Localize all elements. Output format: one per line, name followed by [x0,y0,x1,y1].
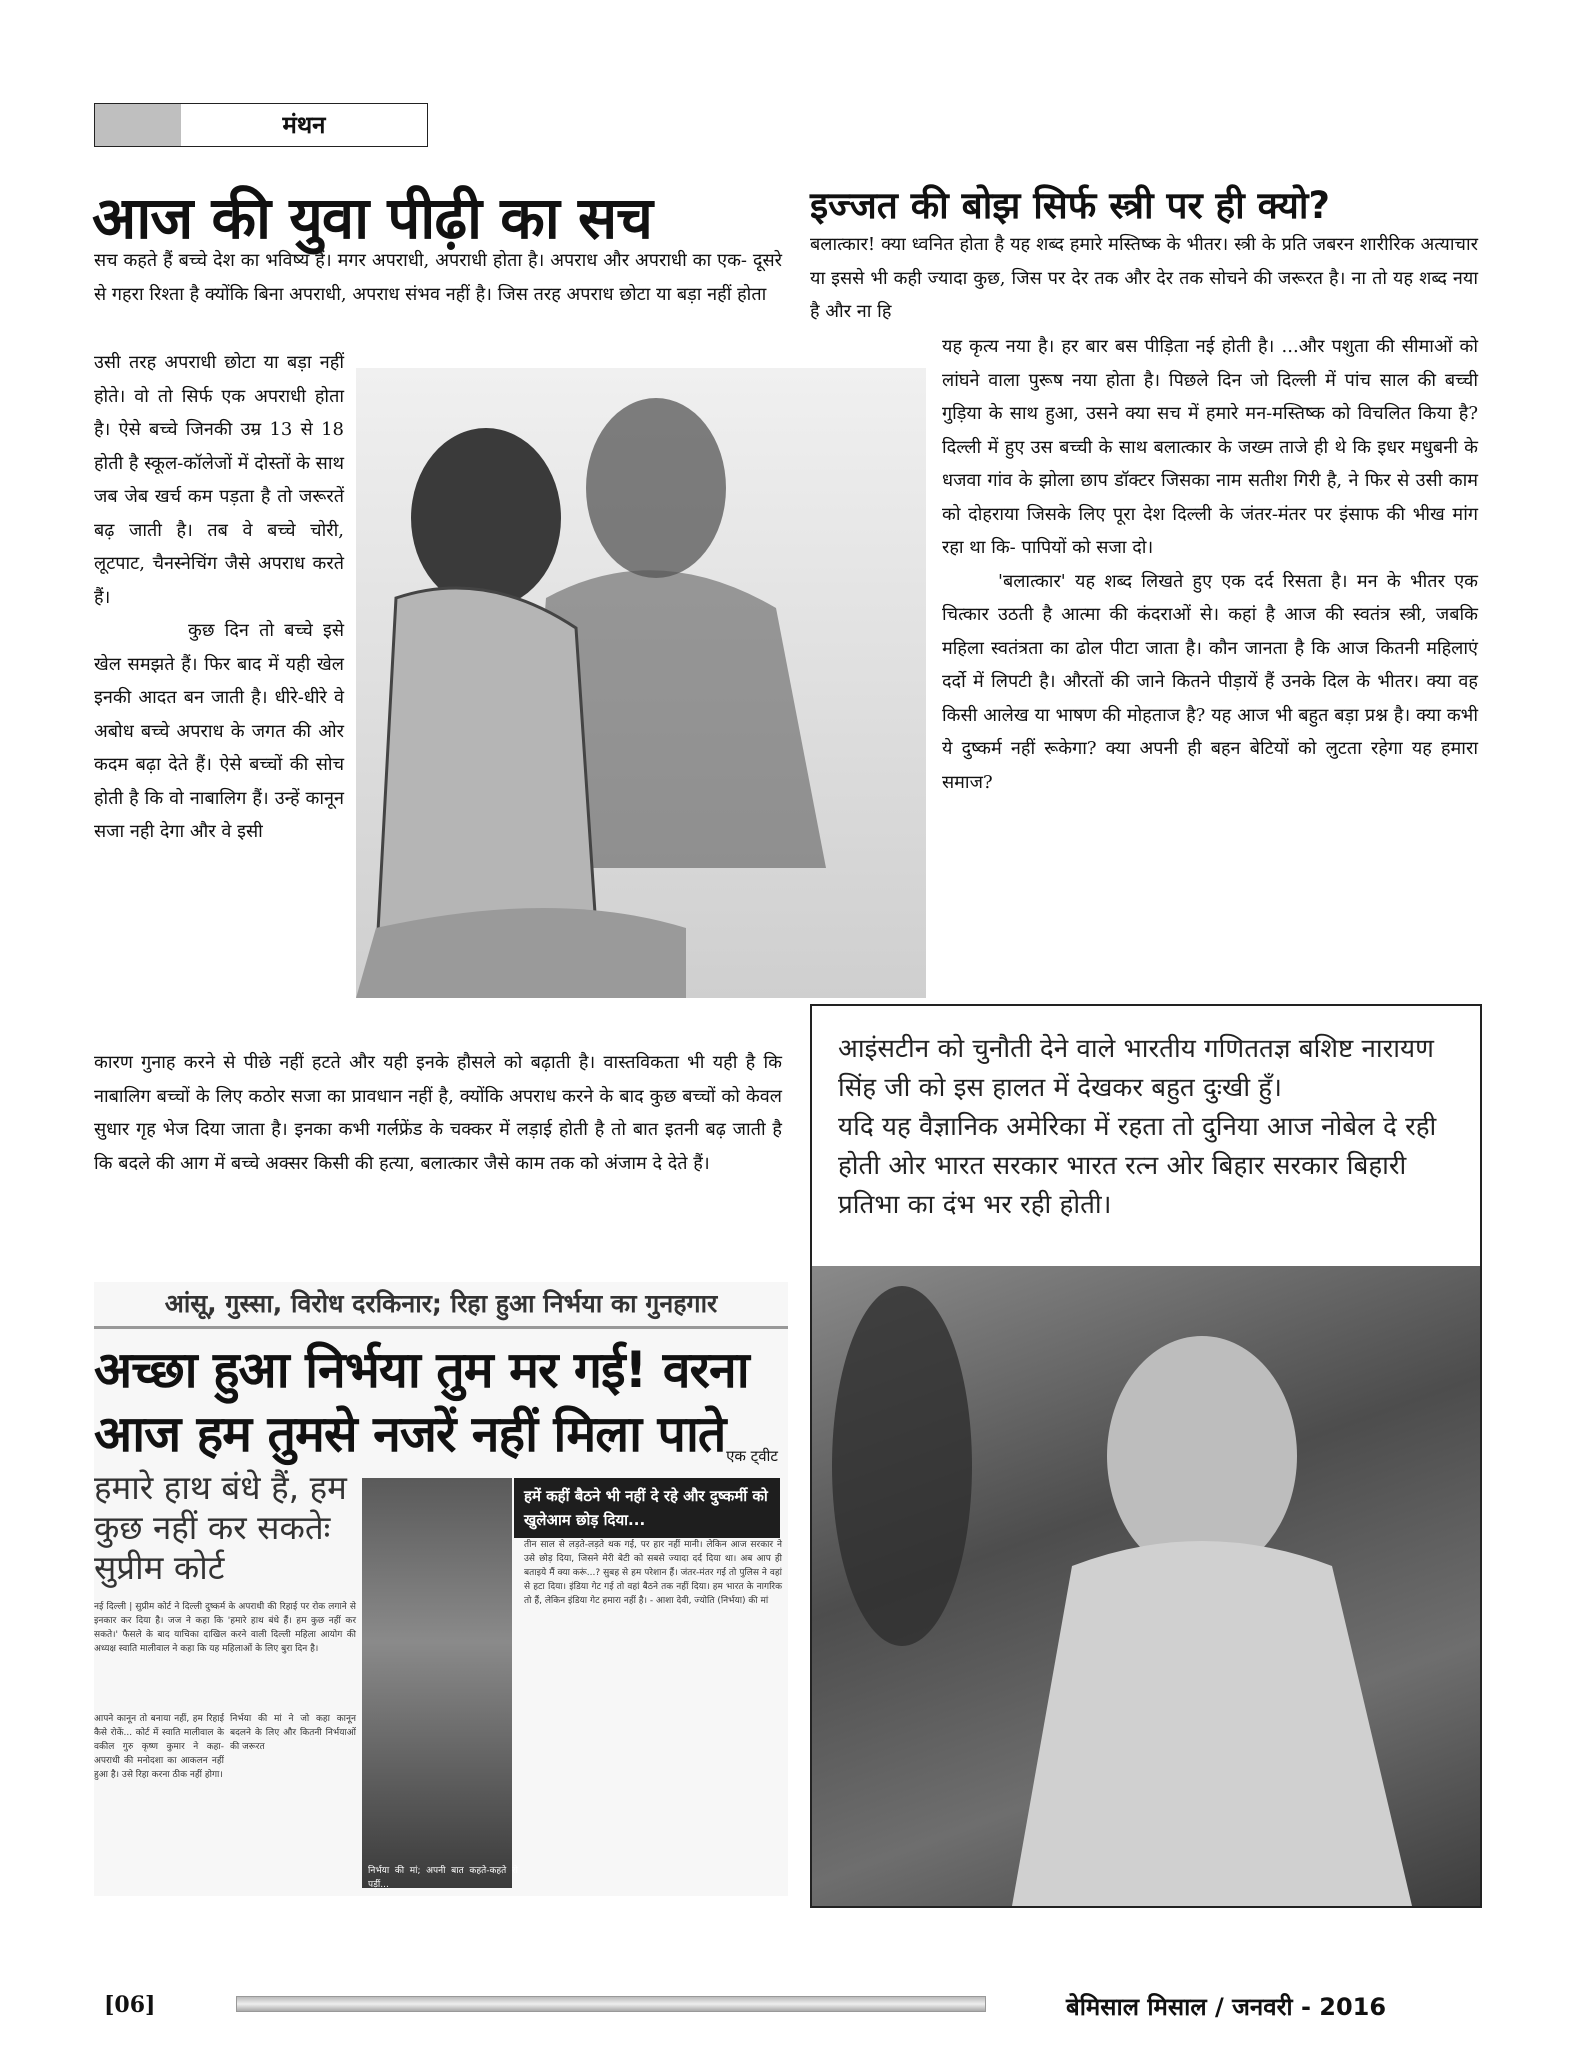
clipping-quote: हमें कहीं बैठने भी नहीं दे रहे और दुष्कर्मी को खुलेआम छोड़ दिया... [514,1478,780,1538]
shadow-head [586,398,726,578]
clipping-body-3: तीन साल से लड़ते-लड़ते थक गई, पर हार नहीं मानी। लेकिन आज सरकार ने उसे छोड़ दिया, जिसने मेरी बेटी को सबसे ज्यादा दर्द दिया था। अब आप ही बताइये मैं क्या करूं...? सुबह से हम परेशान हैं। जंतर-मंतर गई तो पुलिस ने वहां से हटा दिया। इंडिया गेट गई तो वहां बैठने तक नहीं दिया। हम भारत के नागरिक तो हैं, लेकिन इंडिया गेट हमारा नहीं है। - आशा देवी, ज्योति (निर्भया) की मां [524,1540,782,1606]
figure-head [411,428,561,608]
right-intro-text: बलात्कार! क्या ध्वनित होता है यह शब्द हमारे मस्तिष्क के भीतर। स्त्री के प्रति जबरन शारीरिक अत्याचार या इससे भी कही ज्यादा कुछ, जिस पर देर तक और देर तक सोचने की जरूरत है। ना तो यह शब्द नया है और ना हि [810,234,1478,322]
footer-rule [236,1996,986,2012]
section-tab [94,103,428,147]
scientist-caption-line1: आइंसटीन को चुनौती देने वाले भारतीय गणिततज्ञ बशिष्ट नारायण सिंह जी को इस हालत में देखकर बहुत दुःखी हुँ। [838,1034,1434,1103]
photo-bg-person [832,1286,972,1646]
left-article-intro [94,244,782,311]
photo-shirt [1012,1541,1412,1906]
left-article-title: आज की युवा पीढ़ी का सच [92,184,652,252]
clipping-photo-caption: निर्भया की मां; अपनी बात कहते-कहते रो पड़ीं... [368,1866,518,1890]
scientist-caption [838,1030,1462,1225]
clipping-super-heading: आंसू, गुस्सा, विरोध दरकिनार; रिहा हुआ निर्भया का गुनहगार [94,1282,788,1329]
section-name: मंथन [282,110,326,139]
photo-head [1107,1336,1297,1576]
left-article-column [94,346,344,849]
right-article-body [942,330,1478,799]
scientist-caption-line2: यदि यह वैज्ञानिक अमेरिका में रहता तो दुनिया आज नोबेल दे रही होती ओर भारत सरकार भारत रत्न ओर बिहार सरकार बिहारी प्रतिभा का दंभ भर रही होती। [838,1112,1437,1220]
right-article-title: इज्जत की बोझ सिर्फ स्त्री पर ही क्यो? [810,184,1330,227]
scientist-photo-svg [812,1266,1480,1906]
news-clipping [94,1282,788,1896]
scientist-box [810,1004,1482,1908]
illustration-svg [356,368,926,998]
left-intro-text: सच कहते हैं बच्चे देश का भविष्य हैं। मगर अपराधी, अपराधी होता है। अपराध और अपराधी का एक- दूसरे से गहरा रिश्ता है क्योंकि बिना अपराधी, अपराध संभव नहीं है। जिस तरह अपराध छोटा या बड़ा नहीं होता [94,250,782,305]
illustration-image [356,368,926,998]
clipping-subheading: हमारे हाथ बंधे हैं, हम कुछ नहीं कर सकतेः सुप्रीम कोर्ट [94,1468,347,1587]
clipping-headline [94,1338,788,1466]
right-para2-text: 'बलात्कार' यह शब्द लिखते हुए एक दर्द रिसता है। मन के भीतर एक चित्कार उठती है आत्मा की कंदराओं से। कहां है आज की स्वतंत्र स्त्री, जबकि महिला स्वतंत्रता का ढोल पीटा जाता है। कौन जानता है कि आज कितनी महिलाएं दर्दो में लिपटी है। औरतों की जाने कितने पीड़ायें हैं उनके दिल के भीतर। क्या वह किसी आलेख या भाषण की मोहताज है? यह आज भी बहुत बड़ा प्रश्न है। क्या कभी ये दुष्कर्म नहीं रूकेगा? क्या अपनी ही बहन बेटियों को लुटता रहेगा यह हमारा समाज? [942,570,1478,793]
left-article-outro [94,1046,782,1180]
clipping-headline-line2: आज हम तुमसे नजरें नहीं मिला पाते [94,1405,726,1463]
page-number: [06] [104,1992,156,2018]
section-tab-shade [95,104,181,146]
clipping-tweet-label: एक ट्वीट [726,1447,778,1465]
left-outro-text: कारण गुनाह करने से पीछे नहीं हटते और यही इनके हौसले को बढ़ाती है। वास्तविकता भी यही है कि नाबालिग बच्चों के लिए कठोर सजा का प्रावधान नहीं है, क्योंकि अपराध करने के बाद कुछ बच्चों को केवल सुधार गृह भेज दिया जाता है। इनका कभी गर्लफ्रेंड के चक्कर में लड़ाई होती है तो बात इतनी बढ़ जाती है कि बदले की आग में बच्चे अक्सर किसी की हत्या, बलात्कार जैसे काम तक को अंजाम दे देते हैं। [94,1052,782,1174]
right-article-intro [810,228,1478,329]
left-column2-text: कुछ दिन तो बच्चे इसे खेल समझते हैं। फिर बाद में यही खेल इनकी आदत बन जाती है। धीरे-धीरे वे अबोध बच्चे अपराध के जगत की ओर कदम बढ़ा देते हैं। ऐसे बच्चों की सोच होती है कि वो नाबालिग हैं। उन्हें कानून सजा नही देगा और वे इसी [94,620,344,842]
clipping-headline-line1: अच्छा हुआ निर्भया तुम मर गई! वरना [94,1341,749,1399]
clipping-body-4: निर्भया की मां ने जो कहा कानून बदलने के लिए और कितनी निर्भयाओं की जरूरत [230,1714,356,1752]
right-para1-text: यह कृत्य नया है। हर बार बस पीड़िता नई होती है। ...और पशुता की सीमाओं को लांघने वाला पुरूष नया होता है। पिछले दिन जो दिल्ली में पांच साल की बच्ची गुड़िया के साथ हुआ, उसने क्या सच में हमारे मन-मस्तिष्क को विचलित किया है? दिल्ली में हुए उस बच्ची के साथ बलात्कार के जख्म ताजे ही थे कि इधर मधुबनी के धजवा गांव के झोला छाप डॉक्टर जिसका नाम सतीश गिरी है, ने फिर से उसी काम को दोहराया जिसके लिए पूरा देश दिल्ली के जंतर-मंतर पर इंसाफ की भीख मांग रहा था कि- पापियों को सजा दो। [942,336,1478,558]
clipping-mother-photo [362,1478,512,1888]
magazine-issue: बेमिसाल मिसाल / जनवरी - 2016 [1066,1993,1387,2021]
left-column-text: उसी तरह अपराधी छोटा या बड़ा नहीं होते। वो तो सिर्फ एक अपराधी होता है। ऐसे बच्चे जिनकी उम्र 13 से 18 होती है स्कूल-कॉलेजों में दोस्तों के साथ जब जेब खर्च कम पड़ता है तो जरूरतें बढ़ जाती है। तब वे बच्चे चोरी, लूटपाट, चैनस्नेचिंग जैसे अपराध करते हैं। [94,352,344,608]
clipping-body-1: नई दिल्ली | सुप्रीम कोर्ट ने दिल्ली दुष्कर्म के अपराधी की रिहाई पर रोक लगाने से इनकार कर दिया है। जज ने कहा कि 'हमारे हाथ बंधे हैं। हम कुछ नहीं कर सकते।' फैसले के बाद याचिका दाखिल करने वाली दिल्ली महिला आयोग की अध्यक्ष स्वाति मालीवाल ने कहा कि यह महिलाओं के लिए बुरा दिन है। [94,1602,356,1654]
clipping-body-2: आपने कानून तो बनाया नहीं, हम रिहाई कैसे रोकें... कोर्ट में स्वाति मालीवाल के वकील गुरु कृष्ण कुमार ने कहा- अपराधी की मनोदशा का आकलन नहीं हुआ है। उसे रिहा करना ठीक नहीं होगा। [94,1714,224,1780]
scientist-photo [812,1266,1480,1906]
